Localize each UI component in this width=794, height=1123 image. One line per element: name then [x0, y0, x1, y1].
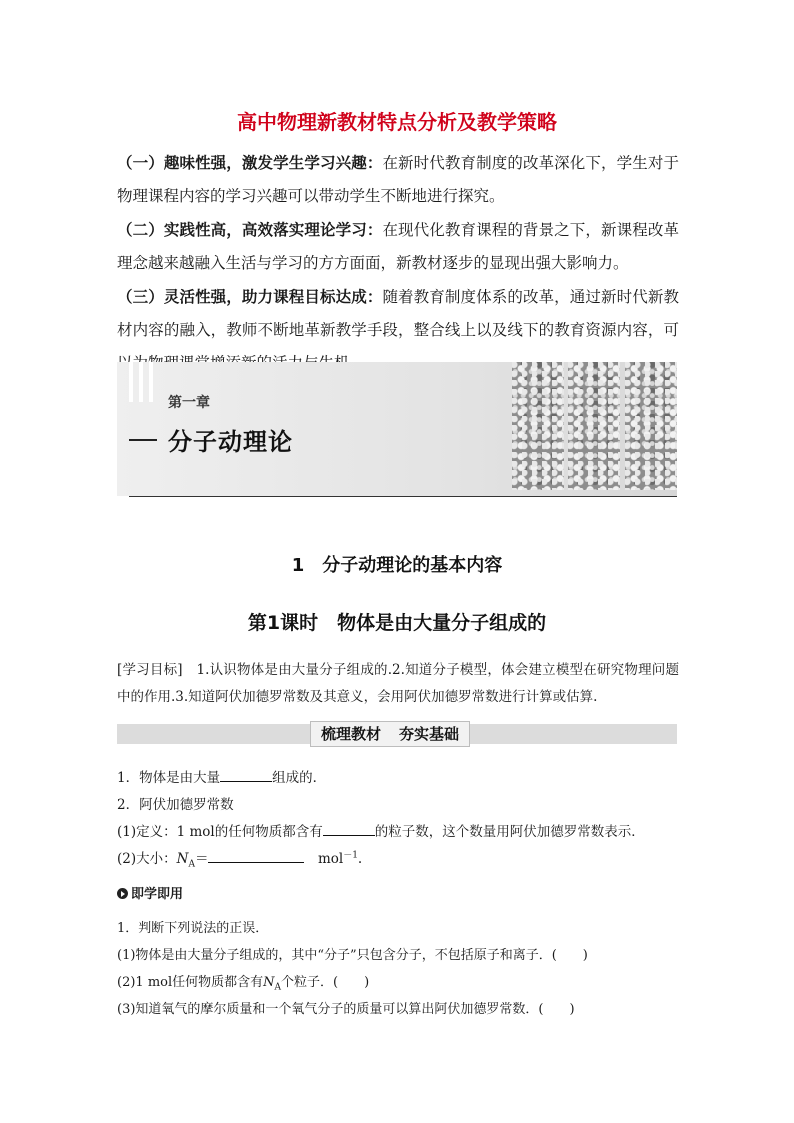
- size-line: [117, 847, 362, 870]
- objective-text: 1.认识物体是由大量分子组成的.2.知道分子模型，体会建立模型在研究物理问题中的作用.3.知道阿伏加德罗常数及其意义，会用阿伏加德罗常数进行计算或估算.: [117, 662, 679, 705]
- flower-photo-image: [568, 362, 620, 490]
- item-text: .: [357, 851, 363, 867]
- intro-paragraph: [117, 146, 679, 213]
- intro-heading: （二）实践性高，高效落实理论学习：: [117, 220, 383, 239]
- bar-right-label: 夯实基础: [399, 725, 460, 743]
- document-title: 高中物理新教材特点分析及教学策略: [237, 110, 557, 134]
- symbol-subscript: A: [274, 982, 282, 993]
- banner-stripe: [139, 362, 143, 402]
- unit: mol: [317, 851, 344, 867]
- symbol: N: [176, 851, 189, 867]
- symbol-subscript: A: [188, 859, 195, 870]
- item-2: 2．阿伏加德罗常数: [117, 797, 234, 813]
- item-text: 1．物体是由大量: [117, 770, 221, 786]
- statement-text: (2)1 mol任何物质都含有: [117, 975, 264, 990]
- lesson-title: 第1课时 物体是由大量分子组成的: [247, 612, 547, 634]
- item-text: ＝: [194, 851, 209, 867]
- chapter-title: 分子动理论: [168, 428, 293, 456]
- section-title: 1 分子动理论的基本内容: [291, 555, 503, 576]
- practice-heading: [117, 883, 183, 902]
- banner-baseline: [129, 496, 677, 497]
- chapter-banner: [117, 362, 677, 514]
- statement-2: [117, 971, 369, 993]
- item-text: 的粒子数，这个数量用阿伏加德罗常数表示．: [374, 824, 645, 840]
- banner-stripe: [129, 362, 133, 402]
- intro-heading: （三）灵活性强，助力课程目标达成：: [117, 287, 383, 306]
- intro-heading: （一）趣味性强，激发学生学习兴趣：: [117, 153, 383, 172]
- item-1: [117, 766, 326, 786]
- question-1: 1．判断下列说法的正误．: [117, 921, 269, 936]
- banner-stripe: [149, 362, 153, 402]
- section-bar-label: [310, 721, 470, 747]
- learning-objective: [117, 657, 679, 711]
- statement-3: (3)知道氧气的摩尔质量和一个氧气分子的质量可以算出阿伏加德罗常数．( ): [117, 1002, 575, 1017]
- intro-text: 在新时代教育制度的改革深化下，学生对于物理课程内容的学习兴趣可以带动学生不断地进行探究。: [117, 154, 679, 205]
- item-text: 组成的．: [272, 770, 327, 786]
- definition-line: [117, 820, 645, 840]
- fill-blank: [323, 823, 375, 836]
- statement-text: 个粒子．( ): [281, 975, 370, 990]
- statement-1: (1)物体是由大量分子组成的，其中“分子”只包含分子，不包括原子和离子．( ): [117, 948, 588, 963]
- symbol: N: [263, 975, 275, 990]
- play-icon: [117, 888, 128, 899]
- bar-left-label: 梳理教材: [321, 725, 382, 743]
- intro-section: [117, 146, 679, 380]
- item-text: (1)定义：1 mol的任何物质都含有: [117, 824, 323, 840]
- banner-line: [129, 439, 157, 441]
- objective-label: [学习目标]: [117, 662, 183, 678]
- chapter-label: 第一章: [168, 395, 210, 411]
- intro-paragraph: [117, 213, 679, 280]
- flower-photo-image: [512, 362, 564, 490]
- section-bar: [117, 724, 677, 744]
- unit-superscript: －1: [343, 850, 358, 861]
- fill-blank: [220, 769, 272, 782]
- flower-photo-image: [625, 362, 677, 490]
- intro-text: 随着教育制度体系的改革，通过新时代新教材内容的融入，教师不断地革新教学手段，整合线上以及线下的教育资源内容，可: [117, 288, 679, 339]
- fill-blank: [208, 850, 304, 863]
- intro-text: 在现代化教育课程的背景之下，新课程改革理念越来越融入生活与学习的方方面面，新教材逐步的显现出强大影响力。: [117, 221, 679, 272]
- practice-heading-label: 即学即用: [131, 887, 184, 902]
- item-text: (2)大小：: [117, 851, 177, 867]
